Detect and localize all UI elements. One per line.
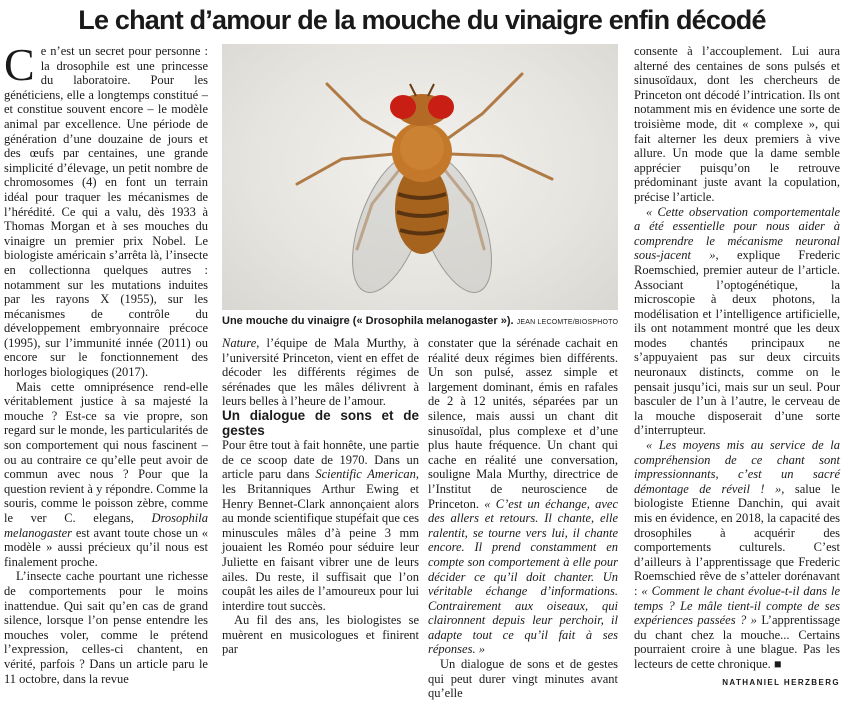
paragraph: L’insecte cache pourtant une richesse de comportements pour le moins inattendue. Qui sait qu’en cas de grand silence, lorsque l’on pense entendre les mouches voler, comme le prétend l’expression, celles-ci chantent, en vérité, parfois ? Dans un article paru le 11 octobre, dans la revue bbox=[4, 569, 208, 686]
article-column-2 bbox=[222, 336, 419, 657]
paragraph: Pour être tout à fait honnête, une partie de ce scoop date de 1970. Dans un article paru dans Scientific American, les Britanniques Arthur Ewing et Henry Bennet-Clark annonçaient alors au monde scientifique stupéfait que ces minuscules mâles d’à peine 3 mm jouaient les Roméo pour séduire leur Juliette en faisant vibrer une de leurs ailes. Du reste, il suffisait que l’on coupât les ailes de l’amoureux pour lui interdire tout succès. bbox=[222, 438, 419, 613]
paragraph: Un dialogue de sons et de gestes qui peut durer vingt minutes avant qu’elle bbox=[428, 657, 618, 701]
article-column-3 bbox=[428, 336, 618, 701]
article-headline: Le chant d’amour de la mouche du vinaigre enfin décodé bbox=[78, 5, 766, 35]
article-column-4 bbox=[634, 44, 841, 687]
paragraph: Mais cette omniprésence rend-elle véritablement justice à sa majesté la mouche ? Est-ce sa vie propre, son regard sur le monde, les particularités de son comportement qui nous fascinent – ou au contraire ce qu’elle peut avoir de commun avec nous ? Pour que la question revient à y répondre. Comme la souris, comme le poisson zèbre, comme le ver C. elegans, Drosophila melanogaster est avant toute chose un « modèle » aussi précieux qu’il nous est finalement proche. bbox=[4, 379, 208, 569]
paragraph: « Cette observation comportementale a été essentielle pour nous aider à comprendre le mécanisme neuronal sous-jacent », explique Frederic Roemschied, premier auteur de l’article. Associant l’optogénétique, la microscopie à deux photons, la modélisation et l’intelligence artificielle, ils ont notamment montré que les deux modes chantés principaux ne s’appuyaient pas sur deux circuits neuronaux distincts, comme on le pensait jusqu’ici, mais sur un seul. Pour basculer de l’un à l’autre, le cerveau de la mouche disposerait d’une sorte d’interrupteur. bbox=[634, 204, 841, 438]
end-mark: ■ bbox=[773, 656, 782, 671]
drop-cap: C bbox=[4, 39, 35, 90]
author-byline: NATHANIEL HERZBERG bbox=[722, 677, 840, 687]
paragraph: constater que la sérénade cachait en réalité deux régimes bien différents. Un son pulsé, assez simple et largement dominant, émis en rafales de 2 à 12 unités, séparées par un silence, mais aussi un chant dit sinusoïdal, plus complexe et d’une plus haute fréquence. Un chant qui cache en réalité une conversation, souligne Mala Murthy, directrice de l’Institut de neuroscience de Princeton. « C’est un échange, avec des allers et retours. Il chante, elle ralentit, se tourne vers lui, il chante encore. Il prend constamment en compte son comportement à elle pour décider ce qu’il doit chanter. Un véritable échange d’informations. Contrairement aux oiseaux, qui claironnent depuis leur perchoir, il adapte tout ce qu’il fait à ses réponses. » bbox=[428, 336, 618, 657]
lead-paragraph: Ce n’est un secret pour personne : la drosophile est une princesse du laboratoire. Pour les généticiens, elle a longtemps constitué – et constitue souvent encore – le modèle animal par excellence. Une période de génération d’une douzaine de jours et des œufs par centaines, une grande simplicité d’élevage, un petit nombre de chromosomes (4) en font un terrain idéal pour traquer les mécanismes de l’hérédité. Ce qui a valu, dès 1933 à Thomas Morgan et à ses mouches du vinaigre un premier prix Nobel. Le biologiste américain s’arrêta là, l’insecte en collectionna quelques autres : notamment sur les mutations induites par les rayons X (1955), sur les mécanismes de contrôle du développement embryonnaire précoce (1995), sur l’immunité innée (2011) ou encore sur le fonctionnement des horloges biologiques (2017). bbox=[4, 39, 208, 380]
paragraph: Au fil des ans, les biologistes se muèrent en musicologues et finirent par bbox=[222, 613, 419, 657]
photo-caption: Une mouche du vinaigre (« Drosophila melanogaster »). JEAN LECOMTE/BIOSPHOTO bbox=[222, 315, 619, 327]
section-subheading: Un dialogue de sons et de gestes bbox=[222, 407, 419, 438]
photo-credit: JEAN LECOMTE/BIOSPHOTO bbox=[516, 319, 619, 326]
paragraph: consente à l’accouplement. Lui aura alterné des centaines de sons pulsés et sinusoïdaux, dont les chercheurs de Princeton ont décodé l’intrication. Ils ont notamment mis en évidence une sorte de troisième mode, dit « complexe », qui fait alterner les deux premiers à vive allure. Un mode que la dame semble apprécier puisqu’on le retrouve prédominant juste avant la copulation, précise l’article. bbox=[634, 44, 840, 204]
paragraph: Nature, l’équipe de Mala Murthy, à l’université Princeton, vient en effet de décoder les différents régimes de sérénades que les mâles délivrent à leurs belles à l’heure de l’amour. bbox=[222, 336, 419, 409]
fruit-fly-photo bbox=[222, 44, 618, 310]
paragraph: « Les moyens mis au service de la compréhension de ce chant sont impressionnants, c’est un sacré démontage de réveil ! », salue le biologiste Etienne Danchin, qui avait mis en évidence, en 2018, la capacité des drosophiles à acquérir des comportements culturels. C’est d’ailleurs à l’apprentissage que Frederic Roemschied rêve de s’atteler dorénavant : « Comment le chant évolue-t-il dans le temps ? Le mâle tient-il compte de ses expériences passées ? » L’apprentissage du chant chez la mouche... Certains pourraient croire à une blague. Pas les lecteurs de cette chronique. ■ bbox=[634, 438, 840, 671]
fruit-fly-illustration bbox=[222, 44, 618, 310]
article-column-1 bbox=[4, 39, 208, 686]
